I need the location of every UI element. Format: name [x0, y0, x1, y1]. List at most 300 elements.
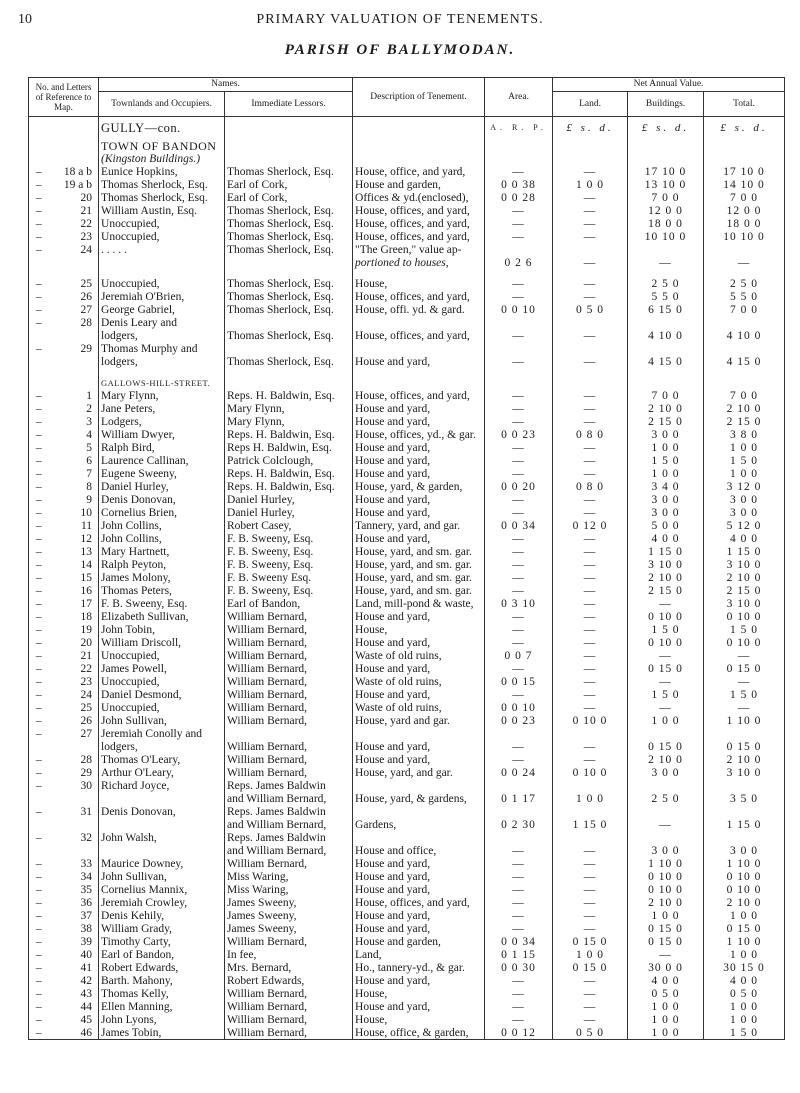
buildings-value: 0 15 0 [628, 740, 704, 753]
lessor-name: Reps. H. Baldwin, Esq. [225, 480, 353, 493]
total-value: 2 5 0 [704, 277, 785, 290]
lessor-name: Thomas Sherlock, Esq. [225, 355, 353, 368]
tenement-description: House, [353, 987, 485, 1000]
area-value: — [485, 909, 553, 922]
area-value: — [485, 506, 553, 519]
area-value: — [485, 204, 553, 217]
buildings-value: 1 15 0 [628, 545, 704, 558]
empty-cell [553, 376, 628, 389]
occupier-name: William Grady, [99, 922, 225, 935]
table-row [29, 178, 785, 191]
dash-mark: – [29, 675, 49, 688]
table-row [29, 441, 785, 454]
total-value: 4 10 0 [704, 329, 785, 342]
dash-mark: – [29, 961, 49, 974]
area-value [485, 316, 553, 329]
buildings-value: 1 5 0 [628, 623, 704, 636]
table-row [29, 766, 785, 779]
tenement-description [353, 779, 485, 792]
dash-mark: – [29, 316, 49, 329]
map-reference: 36 [49, 896, 99, 909]
buildings-value: — [628, 948, 704, 961]
tenement-description: House, [353, 277, 485, 290]
table-row [29, 402, 785, 415]
total-value [704, 727, 785, 740]
lessor-name: William Bernard, [225, 766, 353, 779]
tenement-description: House and yard, [353, 974, 485, 987]
tenement-description: House and yard, [353, 909, 485, 922]
townland-heading: GULLY—con. [99, 117, 225, 140]
land-value: 0 15 0 [553, 961, 628, 974]
land-value: — [553, 506, 628, 519]
table-row [29, 779, 785, 792]
area-value: — [485, 584, 553, 597]
map-reference: 35 [49, 883, 99, 896]
table-row [29, 610, 785, 623]
tenement-description: House, yard, and gar. [353, 766, 485, 779]
total-value: 2 10 0 [704, 896, 785, 909]
empty-cell [49, 376, 99, 389]
lessor-name: William Bernard, [225, 857, 353, 870]
table-row [29, 532, 785, 545]
area-units: A. R. P. [485, 117, 553, 140]
land-value: — [553, 740, 628, 753]
tenement-description: House and yard, [353, 922, 485, 935]
dash-mark: – [29, 584, 49, 597]
lessor-name: F. B. Sweeny, Esq. [225, 545, 353, 558]
dash-mark: – [29, 277, 49, 290]
map-reference: 32 [49, 831, 99, 844]
tenement-description: House and yard, [353, 467, 485, 480]
table-row [29, 217, 785, 230]
buildings-value: 1 10 0 [628, 857, 704, 870]
land-value: — [553, 402, 628, 415]
tenement-description: House, offices, and yard, [353, 230, 485, 243]
area-value: 0 0 30 [485, 961, 553, 974]
map-reference: 30 [49, 779, 99, 792]
occupier-name: John Tobin, [99, 623, 225, 636]
dash-mark: – [29, 230, 49, 243]
dash-mark: – [29, 974, 49, 987]
street-heading: GALLOWS-HILL-STREET. [99, 376, 225, 389]
area-value: — [485, 688, 553, 701]
table-row [29, 714, 785, 727]
buildings-value [628, 779, 704, 792]
map-reference: 18 [49, 610, 99, 623]
land-value: — [553, 355, 628, 368]
total-value: 7 0 0 [704, 389, 785, 402]
land-value: 1 0 0 [553, 792, 628, 805]
total-value: 18 0 0 [704, 217, 785, 230]
occupier-name: Ralph Peyton, [99, 558, 225, 571]
empty-cell [704, 368, 785, 376]
tenement-description: House, offices, and yard, [353, 217, 485, 230]
land-value: — [553, 204, 628, 217]
tenement-description: House and garden, [353, 178, 485, 191]
map-reference [49, 792, 99, 805]
land-value: 0 5 0 [553, 303, 628, 316]
lessor-name: William Bernard, [225, 675, 353, 688]
empty-cell [353, 376, 485, 389]
map-reference [49, 740, 99, 753]
map-reference [49, 355, 99, 368]
land-value: — [553, 467, 628, 480]
dash-mark [29, 117, 49, 140]
map-reference: 31 [49, 805, 99, 818]
townlands-header: Townlands and Occupiers. [99, 92, 225, 117]
tenement-description: Land, mill-pond & waste, [353, 597, 485, 610]
dash-mark: – [29, 178, 49, 191]
table-row [29, 584, 785, 597]
buildings-value: 1 0 0 [628, 441, 704, 454]
running-title: PRIMARY VALUATION OF TENEMENTS. [256, 12, 544, 27]
total-value [704, 805, 785, 818]
table-row [29, 415, 785, 428]
area-value: 0 0 10 [485, 701, 553, 714]
empty-cell [553, 269, 628, 277]
map-reference: 25 [49, 701, 99, 714]
lessor-name: William Bernard, [225, 1000, 353, 1013]
total-value: 3 0 0 [704, 844, 785, 857]
land-value: — [553, 165, 628, 178]
total-value: 1 10 0 [704, 935, 785, 948]
area-value: 0 0 15 [485, 675, 553, 688]
area-value: — [485, 740, 553, 753]
dash-mark: – [29, 662, 49, 675]
total-value: 10 10 0 [704, 230, 785, 243]
area-value: — [485, 532, 553, 545]
tenement-description [353, 831, 485, 844]
total-value [704, 342, 785, 355]
dash-mark: – [29, 636, 49, 649]
land-value: — [553, 623, 628, 636]
net-value-header: Net Annual Value. [553, 78, 785, 92]
lessor-name: Mary Flynn, [225, 402, 353, 415]
table-row [29, 290, 785, 303]
map-reference: 19 a b [49, 178, 99, 191]
total-value: 1 5 0 [704, 688, 785, 701]
land-value: — [553, 217, 628, 230]
map-reference: 6 [49, 454, 99, 467]
area-value: 0 0 34 [485, 935, 553, 948]
lessor-name: Thomas Sherlock, Esq. [225, 277, 353, 290]
land-value: — [553, 701, 628, 714]
table-row [29, 467, 785, 480]
lessor-name: Miss Waring, [225, 870, 353, 883]
occupier-name: John Sullivan, [99, 714, 225, 727]
map-reference: 45 [49, 1013, 99, 1026]
area-value: 0 0 10 [485, 303, 553, 316]
occupier-name: Mary Flynn, [99, 389, 225, 402]
total-value: 1 0 0 [704, 909, 785, 922]
dash-mark: – [29, 753, 49, 766]
tenement-description: House and office, [353, 844, 485, 857]
dash-mark [29, 792, 49, 805]
buildings-value: 1 0 0 [628, 1013, 704, 1026]
town-heading: TOWN OF BANDON [99, 139, 225, 152]
tenement-description: Waste of old ruins, [353, 701, 485, 714]
table-row [29, 649, 785, 662]
land-value: 0 15 0 [553, 935, 628, 948]
table-row [29, 256, 785, 269]
tenement-description: House and yard, [353, 454, 485, 467]
map-reference: 11 [49, 519, 99, 532]
total-value: 1 0 0 [704, 1000, 785, 1013]
lessor-name: William Bernard, [225, 636, 353, 649]
names-header: Names. [99, 78, 353, 92]
area-value: 0 2 6 [485, 256, 553, 269]
map-reference: 23 [49, 230, 99, 243]
valuation-table [28, 77, 785, 1040]
occupier-name [99, 818, 225, 831]
dash-mark: – [29, 191, 49, 204]
tenement-description: Tannery, yard, and gar. [353, 519, 485, 532]
map-reference: 20 [49, 191, 99, 204]
tenement-description: House, yard, & garden, [353, 480, 485, 493]
tenement-description: House, offices, and yard, [353, 896, 485, 909]
buildings-value: 17 10 0 [628, 165, 704, 178]
occupier-name: James Powell, [99, 662, 225, 675]
land-value: 0 8 0 [553, 428, 628, 441]
area-value: — [485, 558, 553, 571]
empty-cell [485, 368, 553, 376]
total-value: 0 10 0 [704, 870, 785, 883]
area-value: — [485, 922, 553, 935]
tenement-description [353, 805, 485, 818]
total-value: 4 15 0 [704, 355, 785, 368]
dash-mark: – [29, 1026, 49, 1040]
land-value: — [553, 636, 628, 649]
tenement-description: House and garden, [353, 935, 485, 948]
occupier-name: John Walsh, [99, 831, 225, 844]
total-value [704, 831, 785, 844]
tenement-description: House, yard and gar. [353, 714, 485, 727]
lessor-name: Thomas Sherlock, Esq. [225, 204, 353, 217]
lessor-name: Earl of Cork, [225, 191, 353, 204]
map-reference: 21 [49, 204, 99, 217]
occupier-name: George Gabriel, [99, 303, 225, 316]
area-value: — [485, 165, 553, 178]
land-value: — [553, 1000, 628, 1013]
area-value: — [485, 883, 553, 896]
buildings-value: 0 15 0 [628, 935, 704, 948]
land-value: — [553, 688, 628, 701]
buildings-value: — [628, 256, 704, 269]
buildings-value: — [628, 701, 704, 714]
total-value: 1 5 0 [704, 623, 785, 636]
lessor-name: James Sweeny, [225, 896, 353, 909]
buildings-value: 2 15 0 [628, 415, 704, 428]
lessor-name: William Bernard, [225, 688, 353, 701]
map-reference: 27 [49, 727, 99, 740]
lessor-name: William Bernard, [225, 701, 353, 714]
dash-mark: – [29, 428, 49, 441]
dash-mark: – [29, 415, 49, 428]
lessor-name: Thomas Sherlock, Esq. [225, 165, 353, 178]
occupier-name: Mary Hartnett, [99, 545, 225, 558]
land-value: — [553, 191, 628, 204]
total-value: 2 10 0 [704, 753, 785, 766]
table-row [29, 844, 785, 857]
buildings-value: 4 10 0 [628, 329, 704, 342]
total-value: 1 0 0 [704, 441, 785, 454]
empty-cell [353, 269, 485, 277]
table-row [29, 428, 785, 441]
lessor-name: Thomas Sherlock, Esq. [225, 243, 353, 256]
total-value: 12 0 0 [704, 204, 785, 217]
occupier-name: Unoccupied, [99, 277, 225, 290]
lessor-name: William Bernard, [225, 753, 353, 766]
lessor-name: Earl of Cork, [225, 178, 353, 191]
occupier-name: lodgers, [99, 329, 225, 342]
area-value: — [485, 1000, 553, 1013]
buildings-value: 18 0 0 [628, 217, 704, 230]
dash-mark: – [29, 688, 49, 701]
occupier-name: Thomas Peters, [99, 584, 225, 597]
area-value [485, 727, 553, 740]
map-reference: 17 [49, 597, 99, 610]
table-row [29, 316, 785, 329]
area-value: — [485, 277, 553, 290]
land-value: — [553, 922, 628, 935]
area-value: 0 0 12 [485, 1026, 553, 1040]
empty-cell [29, 368, 49, 376]
map-reference: 15 [49, 571, 99, 584]
land-value: — [553, 597, 628, 610]
table-row [29, 519, 785, 532]
area-value: — [485, 896, 553, 909]
description-header: Description of Tenement. [353, 78, 485, 117]
tenement-description: House and yard, [353, 688, 485, 701]
tenement-description: portioned to houses, [353, 256, 485, 269]
area-value: 0 1 17 [485, 792, 553, 805]
buildings-value: 4 15 0 [628, 355, 704, 368]
lessor-name: Reps. James Baldwin [225, 805, 353, 818]
lessor-name [225, 316, 353, 329]
buildings-value: 4 0 0 [628, 532, 704, 545]
tenement-description: House and yard, [353, 402, 485, 415]
total-value: — [704, 256, 785, 269]
buildings-value: 3 0 0 [628, 428, 704, 441]
map-reference: 5 [49, 441, 99, 454]
ref-cell [49, 117, 99, 140]
land-header: Land. [553, 92, 628, 117]
tenement-description: House, yard, and sm. gar. [353, 545, 485, 558]
table-row [29, 1026, 785, 1040]
area-value: 0 0 34 [485, 519, 553, 532]
land-value: — [553, 545, 628, 558]
lessor-name: William Bernard, [225, 610, 353, 623]
tenement-description: Gardens, [353, 818, 485, 831]
total-value: 7 0 0 [704, 191, 785, 204]
table-row [29, 727, 785, 740]
lessor-name: William Bernard, [225, 935, 353, 948]
buildings-value: 3 10 0 [628, 558, 704, 571]
occupier-name: James Molony, [99, 571, 225, 584]
buildings-value [628, 805, 704, 818]
buildings-value: 5 5 0 [628, 290, 704, 303]
tenement-description: Land, [353, 948, 485, 961]
table-row [29, 558, 785, 571]
dash-mark: – [29, 701, 49, 714]
dash-mark [29, 740, 49, 753]
occupier-name: Thomas Kelly, [99, 987, 225, 1000]
table-row [29, 191, 785, 204]
occupier-name: Timothy Carty, [99, 935, 225, 948]
buildings-value: 2 10 0 [628, 896, 704, 909]
table-row [29, 480, 785, 493]
land-value [553, 805, 628, 818]
buildings-value: 4 0 0 [628, 974, 704, 987]
table-row [29, 1013, 785, 1026]
buildings-value: 1 5 0 [628, 454, 704, 467]
land-value: — [553, 974, 628, 987]
land-value: — [553, 532, 628, 545]
dash-mark: – [29, 545, 49, 558]
dash-mark: – [29, 948, 49, 961]
buildings-value: 1 5 0 [628, 688, 704, 701]
area-value: 0 0 20 [485, 480, 553, 493]
table-row [29, 623, 785, 636]
buildings-value: 1 0 0 [628, 714, 704, 727]
map-reference: 21 [49, 649, 99, 662]
occupier-name [99, 844, 225, 857]
table-row [29, 805, 785, 818]
map-reference: 40 [49, 948, 99, 961]
table-row [29, 701, 785, 714]
lessor-name: Thomas Sherlock, Esq. [225, 329, 353, 342]
occupier-name: John Sullivan, [99, 870, 225, 883]
occupier-name: Thomas Murphy and [99, 342, 225, 355]
total-value: 4 0 0 [704, 532, 785, 545]
total-value: 4 0 0 [704, 974, 785, 987]
buildings-value: 13 10 0 [628, 178, 704, 191]
land-value: — [553, 558, 628, 571]
map-reference: 26 [49, 290, 99, 303]
total-value: 1 15 0 [704, 818, 785, 831]
map-reference: 38 [49, 922, 99, 935]
buildings-value: 0 10 0 [628, 636, 704, 649]
map-reference: 41 [49, 961, 99, 974]
occupier-name: Thomas Sherlock, Esq. [99, 178, 225, 191]
map-reference: 3 [49, 415, 99, 428]
land-value: — [553, 909, 628, 922]
table-row [29, 571, 785, 584]
lessor-name: William Bernard, [225, 623, 353, 636]
dash-mark: – [29, 883, 49, 896]
map-reference: 42 [49, 974, 99, 987]
total-value: 3 12 0 [704, 480, 785, 493]
buildings-value: 2 10 0 [628, 402, 704, 415]
occupier-name: lodgers, [99, 740, 225, 753]
occupier-name: Maurice Downey, [99, 857, 225, 870]
land-value: — [553, 610, 628, 623]
land-value: — [553, 290, 628, 303]
buildings-value: 2 5 0 [628, 277, 704, 290]
map-reference: 23 [49, 675, 99, 688]
table-row [29, 1000, 785, 1013]
buildings-value: 3 0 0 [628, 766, 704, 779]
tenement-description: House, yard, and sm. gar. [353, 584, 485, 597]
area-value: 0 0 23 [485, 428, 553, 441]
lessor-name: Mrs. Bernard, [225, 961, 353, 974]
table-row [29, 909, 785, 922]
buildings-value: 12 0 0 [628, 204, 704, 217]
map-reference: 27 [49, 303, 99, 316]
land-value: — [553, 256, 628, 269]
occupier-name [99, 256, 225, 269]
dash-mark: – [29, 217, 49, 230]
